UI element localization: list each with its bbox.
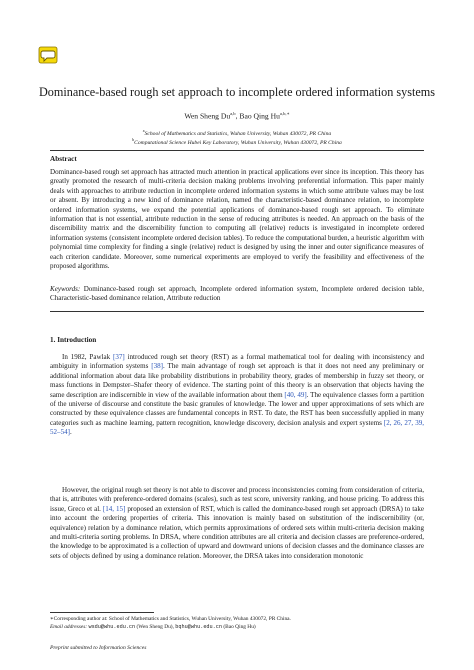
affiliation-b [0,137,474,146]
abstract-bottom-rule [50,311,424,312]
intro-p1-text: . [69,428,72,437]
author-name: Bao Qing Hu [239,111,280,121]
keywords-text: Dominance-based rough set approach, Incomplete ordered information system, Incomplete ordered decision table, Characteristic-based dominance relation, Attribute reduction [50,285,424,303]
preprint-notice: Preprint submitted to Information Sciences [50,645,147,651]
author-affiliation-mark: a,b [230,111,236,116]
affiliation-mark: b [132,137,135,142]
email-owner: (Wen Sheng Du), [135,624,176,630]
affiliation-mark: a [142,128,145,133]
author-name: Wen Sheng Du [184,111,231,121]
affiliation-a [0,128,474,137]
email-link[interactable]: wsdu@whu.edu.cn [88,624,136,630]
intro-p2-text: proposed an extension of RST, which is called the dominance-based rough set approach (DRSA) to take into account the ordering properties of criteria. This innovation is mainly based on substitution of the indiscernibility (or, equivalence) relation by a dominance relation, which permits approximations of ordered sets within multi-criteria decision making and multi-criteria sorting problems. In DRSA, where condition attributes are all criteria and decision classes are preference-ordered, the knowledge to be approximated is a collection of upward and downward unions of decision classes and the dominance classes are sets of objects defined by using a dominance relation. Moreover, the DRSA takes into consideration monotonic [50,504,424,560]
abstract-heading: Abstract [50,155,77,163]
footnote-corresponding: ∗Corresponding author at: School of Mathematics and Statistics, Wuhan University, Wuhan 430072, PR China. [50,616,291,622]
email-label: Email addresses: [50,624,88,630]
intro-p1-text: . The main advantage of rough set approach is that it does not need any preliminary or additional information about data like probability distributions in probability theory, grades of membership in fuzzy set theory, or mass functions in Dempster–Shafer theory of evidence. The starting point of this theory is an observation that objects having the same description are indiscernible in view of the available information about them [50,362,424,399]
citation-link[interactable]: [37] [112,353,125,361]
intro-paragraph-1 [50,353,424,438]
affiliation-text: School of Mathematics and Statistics, Wuhan University, Wuhan 430072, PR China [144,130,332,137]
keywords-label: Keywords: [50,285,81,293]
email-owner: (Bao Qing Hu) [222,624,256,630]
citation-link[interactable]: [14, 15] [102,504,126,513]
email-link[interactable]: bqhu@whu.edu.cn [175,624,222,630]
author-affiliation-mark: a,b,∗ [279,111,290,116]
intro-p1-text: introduced rough set theory (RST) as a formal mathematical tool for dealing with inconsistency and ambiguity in information systems [50,353,424,371]
affiliation-text: Computational Science Hubei Key Laboratory, Wuhan University, Wuhan 430072, PR China [134,139,342,146]
abstract-body: Dominance-based rough set approach has attracted much attention in practical applications ever since its inception. This theory has greatly promoted the research of multi-criteria decision making problems involving preferential information. This paper mainly deals with approaches to attribute reduction in incomplete ordered information systems in which some attribute values may be lost or absent. By introducing a new kind of dominance relation, named the characteristic-based dominance relation, to incomplete ordered information systems, we expand the potential applications of dominance-based rough set approach. To eliminate information that is not essential, attribute reduction in the sense of reducing attributes is needed. An approach on the basis of the discernibility matrix and the discernibility function to computing all (relative) reducts is investigated in incomplete ordered information systems (consistent incomplete ordered decision tables). To reduce the computational burden, a heuristic algorithm with polynomial time complexity for finding a single (relative) reduct is designed by using the inner and outer significance measures of each criterion candidate. Moreover, some numerical experiments are employed to verify the feasibility and effectiveness of the proposed algorithms. [50,168,424,271]
citation-link[interactable]: [2, 26, 27, 39, 52–54] [50,418,424,437]
citation-link[interactable]: [38] [151,362,164,371]
intro-paragraph-2 [50,486,424,561]
intro-p2-text: However, the original rough set theory is not able to discover and process inconsistencies coming from consideration of criteria, that is, attributes with preference-ordered domains (scales), such as test score, university ranking, and house pricing. To address this issue, Greco et al. [50,486,424,513]
footnote-rule [50,612,154,613]
footnote-emails [50,624,424,631]
citation-link[interactable]: [40, 49] [284,390,307,399]
paper-title: Dominance-based rough set approach to incomplete ordered information systems [39,85,435,99]
section-heading-introduction: 1. Introduction [50,336,97,344]
keywords [50,285,424,304]
author-separator: , [235,111,240,121]
intro-p1-text: In 1982, Pawlak [62,353,113,361]
author-line [0,111,474,121]
abstract-top-rule [50,150,424,151]
comment-annotation-icon[interactable] [38,46,58,64]
intro-p1-text: . The equivalence classes form a partition of the universe of discourse and constitute the basic granules of knowledge. The lower and upper approximations of sets which are constructed by these equivalence classes are fundamental concepts in RST. To date, the RST has been successfully applied in many categories such as machine learning, pattern recognition, knowledge discovery, decision analysis and expert systems [50,390,424,427]
